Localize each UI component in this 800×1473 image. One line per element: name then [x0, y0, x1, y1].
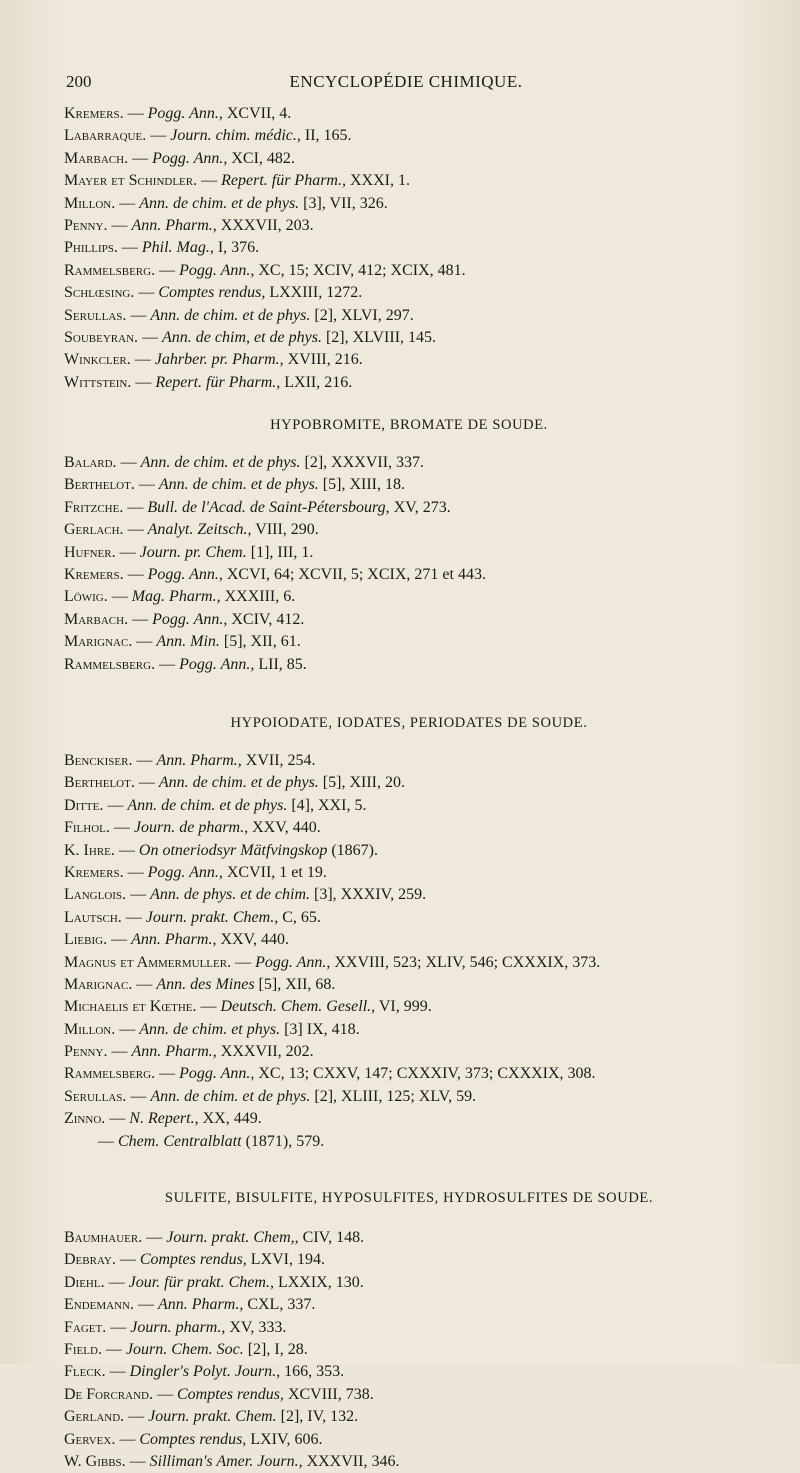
bibliography-section: [64, 712, 754, 1153]
reference-entry: Penny. — Ann. Pharm., XXXVII, 202.: [64, 1043, 314, 1061]
reference-author: Ditte.: [64, 796, 104, 814]
reference-journal: Jahrber. pr. Pharm.,: [154, 351, 284, 369]
reference-author: Serullas.: [64, 1087, 127, 1105]
reference-entry: Field. — Journ. Chem. Soc. [2], I, 28.: [64, 1340, 308, 1358]
reference-journal: Chem. Centralblatt: [118, 1132, 242, 1150]
reference-entry: Marbach. — Pogg. Ann., XCIV, 412.: [64, 610, 305, 628]
reference-volume: VI, 999.: [378, 998, 432, 1016]
reference-volume: XXV, 440.: [220, 931, 290, 949]
reference-volume: XXXVII, 346.: [306, 1452, 400, 1470]
section-title: SULFITE, BISULFITE, HYPOSULFITES, HYDROSULFITES DE SOUDE.: [164, 1190, 654, 1207]
reference-journal: Phil. Mag.,: [141, 239, 214, 257]
reference-entry: Kremers. — Pogg. Ann., XCVII, 1 et 19.: [64, 863, 327, 881]
reference-entry: Hufner. — Journ. pr. Chem. [1], III, 1.: [64, 543, 314, 561]
reference-journal: Comptes rendus,: [158, 284, 266, 302]
reference-volume: [1], III, 1.: [250, 543, 314, 561]
reference-entry: Rammelsberg. — Pogg. Ann., LII, 85.: [64, 655, 307, 673]
reference-entry: Filhol. — Journ. de pharm., XXV, 440.: [64, 819, 321, 837]
reference-volume: [2], IV, 132.: [280, 1408, 359, 1426]
reference-author: Marignac.: [64, 975, 133, 993]
reference-author: Millon.: [64, 194, 116, 212]
reference-volume: XX, 449.: [202, 1110, 262, 1128]
reference-journal: Ann. de chim. et de phys.: [127, 796, 288, 814]
reference-author: Baumhauer.: [64, 1229, 143, 1247]
reference-volume: C, 65.: [282, 908, 321, 926]
reference-author: Marignac.: [64, 633, 133, 651]
reference-volume: XCVI, 64; XCVII, 5; XCIX, 271 et 443.: [226, 566, 486, 584]
reference-volume: XC, 13; CXXV, 147; CXXXIV, 373; CXXXIX, 308.: [258, 1065, 596, 1083]
reference-entry: Millon. — Ann. de chim. et de phys. [3], VII, 326.: [64, 194, 388, 212]
reference-entry: Marbach. — Pogg. Ann., XCI, 482.: [64, 149, 295, 167]
reference-volume: LXVI, 194.: [250, 1251, 326, 1269]
reference-entry: Fritzche. — Bull. de l'Acad. de Saint-Pétersbourg, XV, 273.: [64, 498, 451, 516]
reference-author: Filhol.: [64, 819, 110, 837]
reference-entry: Winkcler. — Jahrber. pr. Pharm., XVIII, 216.: [64, 351, 363, 369]
reference-volume: (1867).: [331, 841, 378, 859]
reference-entry: Mayer et Schindler. — Repert. für Pharm., XXXI, 1.: [64, 172, 410, 190]
bibliography: [64, 103, 754, 1473]
reference-volume: (1871), 579.: [245, 1132, 325, 1150]
reference-author: Soubeyran.: [64, 328, 139, 346]
reference-journal: Repert. für Pharm.,: [221, 172, 346, 190]
reference-author: Wittstein.: [64, 373, 132, 391]
reference-entry: Rammelsberg. — Pogg. Ann., XC, 15; XCIV, 412; XCIX, 481.: [64, 261, 466, 279]
reference-author: Berthelot.: [64, 774, 135, 792]
reference-journal: Pogg. Ann.,: [179, 1065, 255, 1083]
reference-entry: Marignac. — Ann. Min. [5], XII, 61.: [64, 633, 301, 651]
reference-journal: Ann. Pharm.,: [158, 1296, 244, 1314]
reference-entry: Endemann. — Ann. Pharm., CXL, 337.: [64, 1296, 316, 1314]
reference-journal: Deutsch. Chem. Gesell.,: [220, 998, 376, 1016]
reference-author: Rammelsberg.: [64, 655, 156, 673]
reference-journal: Ann. de phys. et de chim.: [150, 886, 311, 904]
bibliography-section: [64, 1187, 754, 1473]
reference-author: Marbach.: [64, 610, 129, 628]
reference-entry: Millon. — Ann. de chim. et phys. [3] IX, 418.: [64, 1020, 360, 1038]
reference-entry: Rammelsberg. — Pogg. Ann., XC, 13; CXXV, 147; CXXXIV, 373; CXXXIX, 308.: [64, 1065, 596, 1083]
reference-journal: N. Repert.,: [129, 1110, 199, 1128]
reference-volume: [5], XII, 61.: [223, 633, 301, 651]
reference-journal: Journ. Chem. Soc.: [125, 1340, 244, 1358]
reference-journal: Comptes rendus,: [139, 1251, 247, 1269]
reference-author: Magnus et Ammermuller.: [64, 953, 232, 971]
reference-entry: Kremers. — Pogg. Ann., XCVII, 4.: [64, 105, 292, 122]
reference-entry: Serullas. — Ann. de chim. et de phys. [2], XLVI, 297.: [64, 306, 414, 324]
reference-volume: II, 165.: [304, 127, 352, 145]
reference-journal: Ann. Pharm.,: [156, 751, 242, 769]
reference-entry: Michaelis et Kœthe. — Deutsch. Chem. Gesell., VI, 999.: [64, 998, 432, 1016]
reference-journal: Pogg. Ann.,: [179, 655, 255, 673]
reference-journal: Ann. de chim. et phys.: [139, 1020, 281, 1038]
reference-entry: Debray. — Comptes rendus, LXVI, 194.: [64, 1251, 326, 1269]
reference-author: Michaelis et Kœthe.: [64, 998, 197, 1016]
reference-entry: Liebig. — Ann. Pharm., XXV, 440.: [64, 931, 290, 949]
reference-journal: Journ. chim. médic.,: [170, 127, 301, 145]
reference-volume: CIV, 148.: [302, 1229, 365, 1247]
reference-author: Kremers.: [64, 105, 124, 122]
reference-journal: Repert. für Pharm.,: [155, 373, 281, 391]
reference-author: Debray.: [64, 1251, 116, 1269]
reference-volume: [3] IX, 418.: [284, 1020, 360, 1038]
running-title: ENCYCLOPÉDIE CHIMIQUE.: [289, 72, 523, 91]
reference-author: Diehl.: [64, 1273, 105, 1291]
reference-author: De Forcrand.: [64, 1385, 153, 1403]
reference-journal: Pogg. Ann.,: [255, 953, 331, 971]
reference-author: Liebig.: [64, 931, 108, 949]
reference-journal: Ann. Min.: [156, 633, 220, 651]
page-number: 200: [66, 72, 92, 91]
reference-volume: XV, 273.: [393, 498, 451, 516]
reference-entry: Löwig. — Mag. Pharm., XXXIII, 6.: [64, 588, 296, 606]
reference-volume: I, 376.: [217, 239, 260, 257]
reference-author: Langlois.: [64, 886, 127, 904]
running-header: [66, 72, 746, 96]
reference-volume: [5], XII, 68.: [258, 975, 336, 993]
reference-author: Schlœsing.: [64, 284, 135, 302]
reference-author: Kremers.: [64, 863, 124, 881]
reference-entry: Marignac. — Ann. des Mines [5], XII, 68.: [64, 975, 336, 993]
section-title: HYPOIODATE, IODATES, PERIODATES DE SOUDE.: [230, 714, 588, 731]
reference-entry: De Forcrand. — Comptes rendus, XCVIII, 738.: [64, 1385, 374, 1403]
reference-volume: XVII, 254.: [245, 751, 316, 769]
reference-entry: Balard. — Ann. de chim. et de phys. [2], XXXVII, 337.: [64, 454, 425, 472]
reference-entry: Schlœsing. — Comptes rendus, LXXIII, 1272.: [64, 284, 363, 302]
reference-entry: — Chem. Centralblatt (1871), 579.: [98, 1132, 325, 1150]
section-title: HYPOBROMITE, BROMATE DE SOUDE.: [270, 417, 548, 434]
reference-volume: XCIV, 412.: [231, 610, 305, 628]
reference-author: Benckiser.: [64, 751, 133, 769]
reference-journal: Comptes rendus,: [176, 1385, 284, 1403]
reference-author: Lautsch.: [64, 908, 122, 926]
reference-volume: 166, 353.: [284, 1363, 345, 1381]
reference-author: Mayer et Schindler.: [64, 172, 198, 190]
reference-journal: Ann. de chim. et de phys.: [150, 306, 311, 324]
reference-author: Fleck.: [64, 1363, 106, 1381]
reference-volume: LXXIII, 1272.: [269, 284, 363, 302]
reference-journal: Journ. pr. Chem.: [139, 543, 247, 561]
reference-entry: Gerlach. — Analyt. Zeitsch., VIII, 290.: [64, 521, 319, 539]
reference-entry: Serullas. — Ann. de chim. et de phys. [2], XLIII, 125; XLV, 59.: [64, 1087, 477, 1105]
reference-journal: Pogg. Ann.,: [147, 863, 223, 881]
reference-journal: Analyt. Zeitsch.,: [147, 521, 252, 539]
reference-volume: XXVIII, 523; XLIV, 546; CXXXIX, 373.: [334, 953, 601, 971]
reference-author: Endemann.: [64, 1296, 134, 1314]
reference-entry: Gervex. — Comptes rendus, LXIV, 606.: [64, 1430, 323, 1448]
reference-volume: [3], XXXIV, 259.: [314, 886, 427, 904]
reference-journal: Mag. Pharm.,: [131, 588, 221, 606]
reference-entry: K. Ihre. — On otneriodsyr Mätfvingskop (1867).: [64, 841, 378, 859]
reference-entry: Zinno. — N. Repert., XX, 449.: [64, 1110, 262, 1128]
reference-journal: Ann. de chim. et de phys.: [150, 1087, 311, 1105]
reference-entry: Faget. — Journ. pharm., XV, 333.: [64, 1318, 287, 1336]
reference-author: Marbach.: [64, 149, 129, 167]
reference-author: Phillips.: [64, 239, 118, 257]
bibliography-section: [64, 414, 754, 676]
reference-volume: XXV, 440.: [252, 819, 321, 837]
reference-volume: [2], XLVIII, 145.: [325, 328, 437, 346]
reference-journal: Journ. prakt. Chem.: [148, 1408, 277, 1426]
reference-volume: XCVII, 1 et 19.: [226, 863, 327, 881]
reference-journal: Ann. de chim. et de phys.: [140, 454, 301, 472]
reference-entry: Diehl. — Jour. für prakt. Chem., LXXIX, 130.: [64, 1273, 364, 1291]
reference-entry: W. Gibbs. — Silliman's Amer. Journ., XXXVII, 346.: [64, 1452, 400, 1470]
reference-entry: Soubeyran. — Ann. de chim, et de phys. [2], XLVIII, 145.: [64, 328, 437, 346]
reference-journal: Pogg. Ann.,: [147, 566, 223, 584]
reference-volume: XXXIII, 6.: [224, 588, 296, 606]
reference-author: Serullas.: [64, 306, 127, 324]
reference-volume: LXXIX, 130.: [277, 1273, 364, 1291]
reference-volume: [2], I, 28.: [247, 1340, 308, 1358]
reference-journal: Ann. de chim. et de phys.: [158, 476, 319, 494]
reference-author: Gerlach.: [64, 521, 124, 539]
reference-author: Gerland.: [64, 1408, 125, 1426]
reference-entry: Ditte. — Ann. de chim. et de phys. [4], XXI, 5.: [64, 796, 367, 814]
reference-author: Winkcler.: [64, 351, 131, 369]
reference-volume: [3], VII, 326.: [303, 194, 388, 212]
reference-volume: XV, 333.: [229, 1318, 287, 1336]
reference-author: W. Gibbs.: [64, 1452, 126, 1470]
reference-journal: Bull. de l'Acad. de Saint-Pétersbourg,: [147, 498, 390, 516]
reference-volume: [2], XLIII, 125; XLV, 59.: [314, 1087, 477, 1105]
reference-volume: [4], XXI, 5.: [291, 796, 367, 814]
reference-entry: Wittstein. — Repert. für Pharm., LXII, 216.: [64, 373, 353, 391]
reference-journal: Pogg. Ann.,: [152, 610, 228, 628]
reference-journal: Ann. de chim. et de phys.: [139, 194, 300, 212]
reference-entry: Berthelot. — Ann. de chim. et de phys. [5], XIII, 18.: [64, 476, 405, 494]
reference-author: Millon.: [64, 1020, 116, 1038]
reference-journal: Pogg. Ann.,: [147, 105, 223, 122]
reference-volume: LXII, 216.: [284, 373, 353, 391]
reference-journal: Silliman's Amer. Journ.,: [149, 1452, 303, 1470]
reference-journal: Journ. pharm.,: [130, 1318, 226, 1336]
reference-volume: [2], XLVI, 297.: [314, 306, 414, 324]
reference-journal: Ann. de chim, et de phys.: [162, 328, 322, 346]
reference-journal: Dingler's Polyt. Journ.,: [129, 1363, 281, 1381]
reference-entry: Lautsch. — Journ. prakt. Chem., C, 65.: [64, 908, 321, 926]
reference-volume: [5], XIII, 20.: [322, 774, 405, 792]
reference-entry: Benckiser. — Ann. Pharm., XVII, 254.: [64, 751, 316, 769]
reference-author: Balard.: [64, 454, 117, 472]
reference-author: Fritzche.: [64, 498, 124, 516]
reference-journal: On otneriodsyr Mätfvingskop: [138, 841, 328, 859]
bibliography-section: [64, 103, 754, 394]
reference-volume: XCVII, 4.: [226, 105, 292, 122]
reference-entry: Langlois. — Ann. de phys. et de chim. [3], XXXIV, 259.: [64, 886, 427, 904]
reference-author: Penny.: [64, 216, 108, 234]
reference-author: Faget.: [64, 1318, 107, 1336]
reference-author: Labarraque.: [64, 127, 147, 145]
reference-entry: Baumhauer. — Journ. prakt. Chem,, CIV, 148.: [64, 1229, 365, 1247]
reference-author: Kremers.: [64, 566, 124, 584]
reference-author: Rammelsberg.: [64, 1065, 156, 1083]
reference-entry: Gerland. — Journ. prakt. Chem. [2], IV, 132.: [64, 1408, 359, 1426]
reference-entry: Kremers. — Pogg. Ann., XCVI, 64; XCVII, 5; XCIX, 271 et 443.: [64, 566, 486, 584]
reference-entry: Penny. — Ann. Pharm., XXXVII, 203.: [64, 216, 314, 234]
reference-entry: Labarraque. — Journ. chim. médic., II, 165.: [64, 127, 352, 145]
reference-journal: Ann. Pharm.,: [131, 216, 217, 234]
reference-journal: Journ. prakt. Chem,,: [166, 1229, 299, 1247]
reference-volume: LXIV, 606.: [250, 1430, 323, 1448]
reference-author: Löwig.: [64, 588, 108, 606]
reference-volume: VIII, 290.: [255, 521, 319, 539]
reference-journal: Jour. für prakt. Chem.,: [128, 1273, 274, 1291]
reference-volume: [2], XXXVII, 337.: [304, 454, 425, 472]
reference-journal: Journ. de pharm.,: [133, 819, 249, 837]
reference-volume: LII, 85.: [258, 655, 307, 673]
reference-author: K. Ihre.: [64, 841, 115, 859]
reference-entry: Phillips. — Phil. Mag., I, 376.: [64, 239, 260, 257]
reference-volume: XVIII, 216.: [287, 351, 363, 369]
reference-journal: Ann. Pharm.,: [131, 1043, 217, 1061]
reference-journal: Ann. Pharm.,: [131, 931, 217, 949]
reference-volume: XXXI, 1.: [349, 172, 410, 190]
reference-volume: CXL, 337.: [247, 1296, 316, 1314]
reference-journal: Journ. prakt. Chem.,: [145, 908, 279, 926]
reference-author: Field.: [64, 1340, 102, 1358]
reference-journal: Pogg. Ann.,: [152, 149, 228, 167]
reference-entry: Berthelot. — Ann. de chim. et de phys. [5], XIII, 20.: [64, 774, 405, 792]
reference-author: Zinno.: [64, 1110, 106, 1128]
reference-journal: Comptes rendus,: [139, 1430, 247, 1448]
reference-volume: XC, 15; XCIV, 412; XCIX, 481.: [258, 261, 466, 279]
reference-volume: XCI, 482.: [231, 149, 295, 167]
reference-author: Penny.: [64, 1043, 108, 1061]
reference-volume: XXXVII, 203.: [220, 216, 314, 234]
reference-journal: Ann. des Mines: [156, 975, 255, 993]
reference-volume: [5], XIII, 18.: [322, 476, 405, 494]
reference-journal: Ann. de chim. et de phys.: [158, 774, 319, 792]
reference-author: Berthelot.: [64, 476, 135, 494]
reference-author: Hufner.: [64, 543, 116, 561]
reference-author: Gervex.: [64, 1430, 116, 1448]
reference-volume: XCVIII, 738.: [287, 1385, 374, 1403]
reference-entry: Fleck. — Dingler's Polyt. Journ., 166, 353.: [64, 1363, 345, 1381]
reference-volume: XXXVII, 202.: [220, 1043, 314, 1061]
reference-entry: Magnus et Ammermuller. — Pogg. Ann., XXVIII, 523; XLIV, 546; CXXXIX, 373.: [64, 953, 601, 971]
reference-journal: Pogg. Ann.,: [179, 261, 255, 279]
reference-author: Rammelsberg.: [64, 261, 156, 279]
